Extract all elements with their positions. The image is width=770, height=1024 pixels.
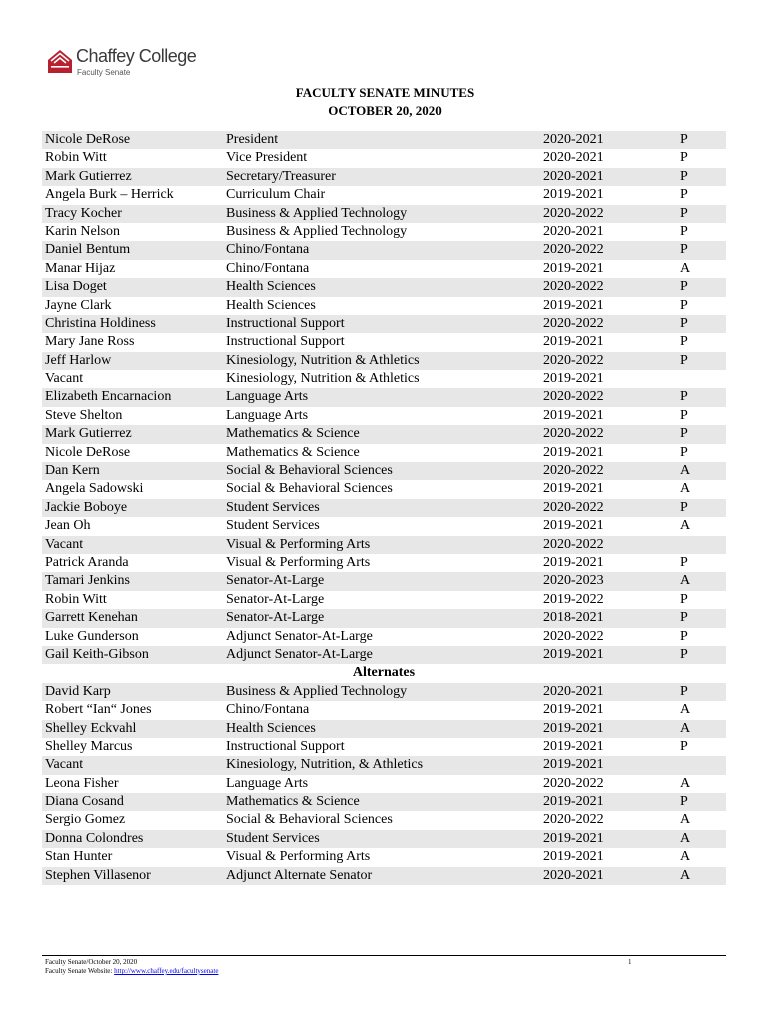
member-name: Manar Hijaz — [45, 260, 116, 276]
member-term: 2019-2021 — [543, 720, 604, 736]
table-row — [42, 830, 726, 848]
member-term: 2019-2022 — [543, 591, 604, 607]
member-term: 2020-2023 — [543, 573, 604, 589]
member-term: 2020-2021 — [543, 683, 604, 699]
member-term: 2019-2021 — [543, 849, 604, 865]
member-position: Health Sciences — [226, 279, 316, 295]
member-position: Mathematics & Science — [226, 444, 360, 460]
table-row — [42, 388, 726, 406]
member-term: 2020-2022 — [543, 499, 604, 515]
table-row — [42, 370, 726, 388]
member-name: Mary Jane Ross — [45, 334, 135, 350]
member-term: 2019-2021 — [543, 481, 604, 497]
member-position: Senator-At-Large — [226, 610, 325, 626]
table-row — [42, 278, 726, 296]
member-attendance: A — [680, 518, 691, 534]
member-term: 2019-2021 — [543, 297, 604, 313]
document-title: FACULTY SENATE MINUTES — [295, 85, 475, 100]
member-name: Karin Nelson — [45, 223, 121, 239]
member-term: 2020-2022 — [543, 279, 604, 295]
member-attendance: P — [680, 223, 688, 239]
member-name: Diana Cosand — [45, 794, 124, 810]
member-term: 2019-2021 — [543, 371, 604, 387]
member-term: 2020-2021 — [543, 223, 604, 239]
table-row — [42, 738, 726, 756]
member-name: Robin Witt — [45, 150, 107, 166]
member-name: Steve Shelton — [45, 407, 123, 423]
table-row — [42, 848, 726, 866]
footer-website-label: Faculty Senate Website: — [45, 967, 115, 975]
member-attendance: P — [680, 315, 688, 331]
member-position: Student Services — [226, 499, 320, 515]
member-name: Vacant — [45, 536, 84, 552]
member-position: Instructional Support — [226, 334, 345, 350]
member-attendance: P — [680, 150, 688, 166]
footer-date: Faculty Senate/October 20, 2020 — [45, 958, 138, 966]
member-term: 2020-2021 — [543, 132, 604, 147]
member-position: Instructional Support — [226, 738, 345, 754]
member-position: Student Services — [226, 518, 320, 534]
member-attendance: A — [680, 849, 691, 865]
member-position: Chino/Fontana — [226, 702, 310, 718]
table-row — [42, 425, 726, 443]
member-position: Social & Behavioral Sciences — [226, 481, 393, 497]
member-term: 2019-2021 — [543, 444, 604, 460]
section-heading-alternates — [42, 664, 726, 682]
member-position: Kinesiology, Nutrition & Athletics — [226, 371, 420, 387]
member-position: Vice President — [226, 150, 308, 166]
table-row — [42, 131, 726, 149]
member-position: President — [226, 132, 279, 147]
table-row — [42, 499, 726, 517]
member-name: Stan Hunter — [45, 849, 113, 865]
member-attendance: P — [680, 610, 688, 626]
member-name: Leona Fisher — [45, 775, 119, 791]
table-row — [42, 149, 726, 167]
member-name: Robert “Ian“ Jones — [45, 702, 152, 718]
member-term: 2018-2021 — [543, 610, 604, 626]
member-attendance: P — [680, 426, 688, 442]
member-attendance: P — [680, 444, 688, 460]
member-name: Sergio Gomez — [45, 812, 126, 828]
member-attendance: P — [680, 554, 688, 570]
member-position: Visual & Performing Arts — [226, 849, 371, 865]
member-position: Senator-At-Large — [226, 591, 325, 607]
member-term: 2020-2022 — [543, 426, 604, 442]
member-term: 2019-2021 — [543, 646, 604, 662]
table-row — [42, 205, 726, 223]
member-position: Business & Applied Technology — [226, 223, 408, 239]
member-term: 2019-2021 — [543, 757, 604, 773]
member-attendance: P — [680, 132, 688, 147]
table-row — [42, 297, 726, 315]
table-row — [42, 572, 726, 590]
member-name: Donna Colondres — [45, 830, 144, 846]
member-name: Shelley Eckvahl — [45, 720, 137, 736]
member-term: 2020-2022 — [543, 812, 604, 828]
member-position: Visual & Performing Arts — [226, 554, 371, 570]
member-name: Gail Keith-Gibson — [45, 646, 149, 662]
table-row — [42, 480, 726, 498]
member-attendance: P — [680, 389, 688, 405]
member-name: Garrett Kenehan — [45, 610, 138, 626]
table-row — [42, 444, 726, 462]
member-attendance: P — [680, 646, 688, 662]
table-row — [42, 462, 726, 480]
member-name: Mark Gutierrez — [45, 426, 132, 442]
member-attendance: A — [680, 867, 691, 883]
table-row — [42, 352, 726, 370]
member-attendance: A — [680, 775, 691, 791]
member-term: 2019-2021 — [543, 187, 604, 203]
table-row — [42, 793, 726, 811]
member-term: 2019-2021 — [543, 738, 604, 754]
member-term: 2020-2022 — [543, 463, 604, 479]
member-term: 2020-2022 — [543, 242, 604, 258]
table-row — [42, 315, 726, 333]
member-name: Daniel Bentum — [45, 242, 131, 258]
member-term: 2019-2021 — [543, 830, 604, 846]
member-attendance: P — [680, 168, 688, 184]
member-attendance: P — [680, 499, 688, 515]
member-position: Visual & Performing Arts — [226, 536, 371, 552]
table-row — [42, 186, 726, 204]
member-position: Business & Applied Technology — [226, 205, 408, 221]
member-term: 2019-2021 — [543, 794, 604, 810]
table-row — [42, 628, 726, 646]
member-attendance: A — [680, 830, 691, 846]
member-term: 2019-2021 — [543, 334, 604, 350]
member-name: Lisa Doget — [45, 279, 107, 295]
member-attendance: P — [680, 352, 688, 368]
member-attendance: P — [680, 279, 688, 295]
member-attendance: A — [680, 812, 691, 828]
member-attendance: A — [680, 573, 691, 589]
member-position: Adjunct Senator-At-Large — [226, 646, 373, 662]
member-term: 2020-2022 — [543, 205, 604, 221]
member-name: Angela Burk – Herrick — [45, 187, 174, 203]
member-term: 2019-2021 — [543, 554, 604, 570]
member-position: Social & Behavioral Sciences — [226, 463, 393, 479]
table-row — [42, 333, 726, 351]
member-position: Health Sciences — [226, 297, 316, 313]
member-attendance: A — [680, 720, 691, 736]
college-logo-icon — [47, 48, 73, 74]
member-term: 2019-2021 — [543, 518, 604, 534]
member-position: Business & Applied Technology — [226, 683, 408, 699]
member-name: Jackie Boboye — [45, 499, 128, 515]
member-position: Mathematics & Science — [226, 794, 360, 810]
attendance-table — [42, 131, 726, 885]
member-position: Health Sciences — [226, 720, 316, 736]
table-row — [42, 554, 726, 572]
member-position: Language Arts — [226, 389, 309, 405]
table-row — [42, 720, 726, 738]
member-attendance: P — [680, 591, 688, 607]
member-term: 2020-2022 — [543, 536, 604, 552]
member-term: 2020-2022 — [543, 775, 604, 791]
senate-website-link[interactable]: http://www.chaffey.edu/facultysenate — [114, 967, 219, 975]
member-name: Nicole DeRose — [45, 132, 131, 147]
table-row — [42, 536, 726, 554]
member-name: Nicole DeRose — [45, 444, 131, 460]
member-term: 2020-2021 — [543, 168, 604, 184]
member-name: Luke Gunderson — [45, 628, 139, 644]
table-row — [42, 168, 726, 186]
table-row — [42, 701, 726, 719]
member-attendance: A — [680, 260, 691, 276]
member-attendance: A — [680, 481, 691, 497]
member-position: Curriculum Chair — [226, 187, 326, 203]
table-row — [42, 609, 726, 627]
member-term: 2019-2021 — [543, 260, 604, 276]
member-name: Jean Oh — [45, 518, 91, 534]
member-name: Jeff Harlow — [45, 352, 112, 368]
member-term: 2020-2022 — [543, 628, 604, 644]
member-position: Kinesiology, Nutrition, & Athletics — [226, 757, 424, 773]
member-attendance: P — [680, 297, 688, 313]
document-date: OCTOBER 20, 2020 — [328, 103, 442, 118]
table-row — [42, 260, 726, 278]
member-term: 2019-2021 — [543, 702, 604, 718]
table-row — [42, 241, 726, 259]
table-row — [42, 646, 726, 664]
member-position: Mathematics & Science — [226, 426, 360, 442]
member-attendance: P — [680, 628, 688, 644]
table-row — [42, 811, 726, 829]
page-number: 1 — [628, 958, 632, 966]
table-row — [42, 867, 726, 885]
member-term: 2020-2022 — [543, 315, 604, 331]
table-row — [42, 407, 726, 425]
member-name: Shelley Marcus — [45, 738, 133, 754]
page-footer — [45, 958, 218, 976]
table-row — [42, 775, 726, 793]
member-position: Adjunct Senator-At-Large — [226, 628, 373, 644]
member-name: Christina Holdiness — [45, 315, 156, 331]
section-heading-label: Alternates — [352, 665, 416, 681]
member-term: 2019-2021 — [543, 407, 604, 423]
member-term: 2020-2022 — [543, 389, 604, 405]
member-position: Student Services — [226, 830, 320, 846]
member-position: Instructional Support — [226, 315, 345, 331]
member-attendance: A — [680, 463, 691, 479]
member-attendance: P — [680, 242, 688, 258]
member-name: Vacant — [45, 371, 84, 387]
member-attendance: P — [680, 794, 688, 810]
member-term: 2020-2021 — [543, 867, 604, 883]
logo-college-name: Chaffey College — [76, 46, 197, 66]
member-name: Tracy Kocher — [45, 205, 122, 221]
member-position: Social & Behavioral Sciences — [226, 812, 393, 828]
member-name: Robin Witt — [45, 591, 107, 607]
member-attendance: P — [680, 738, 688, 754]
member-name: Tamari Jenkins — [45, 573, 130, 589]
member-attendance: P — [680, 407, 688, 423]
table-row — [42, 223, 726, 241]
member-name: David Karp — [45, 683, 111, 699]
member-position: Kinesiology, Nutrition & Athletics — [226, 352, 420, 368]
table-row — [42, 517, 726, 535]
member-attendance: P — [680, 187, 688, 203]
member-name: Patrick Aranda — [45, 554, 129, 570]
member-attendance: P — [680, 205, 688, 221]
member-name: Mark Gutierrez — [45, 168, 132, 184]
table-row — [42, 756, 726, 774]
footer-divider — [42, 955, 726, 956]
member-position: Chino/Fontana — [226, 260, 310, 276]
member-name: Jayne Clark — [45, 297, 112, 313]
logo-subtitle: Faculty Senate — [77, 68, 131, 77]
member-attendance: P — [680, 334, 688, 350]
member-position: Language Arts — [226, 775, 309, 791]
table-row — [42, 591, 726, 609]
member-position: Adjunct Alternate Senator — [226, 867, 373, 883]
member-attendance: P — [680, 683, 688, 699]
member-term: 2020-2021 — [543, 150, 604, 166]
footer-website-line — [45, 967, 218, 976]
member-name: Angela Sadowski — [45, 481, 144, 497]
member-attendance: A — [680, 702, 691, 718]
member-name: Stephen Villasenor — [45, 867, 151, 883]
member-position: Chino/Fontana — [226, 242, 310, 258]
member-position: Senator-At-Large — [226, 573, 325, 589]
member-name: Vacant — [45, 757, 84, 773]
member-name: Elizabeth Encarnacion — [45, 389, 172, 405]
member-name: Dan Kern — [45, 463, 100, 479]
member-position: Language Arts — [226, 407, 309, 423]
member-position: Secretary/Treasurer — [226, 168, 336, 184]
table-row — [42, 683, 726, 701]
member-term: 2020-2022 — [543, 352, 604, 368]
